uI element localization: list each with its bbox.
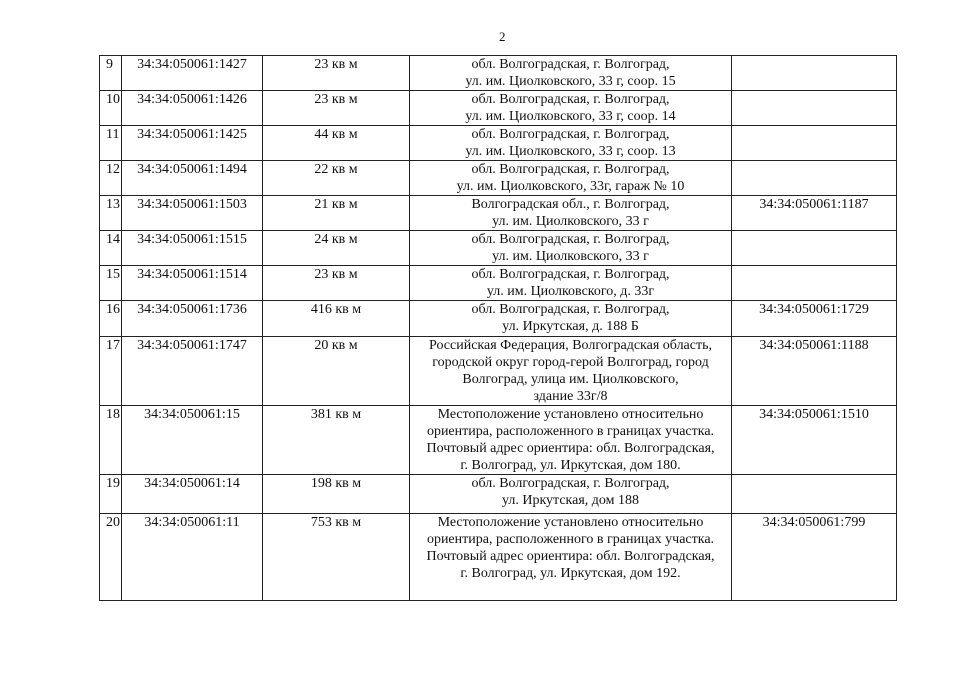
address-line: ул. им. Циолковского, 33 г, соор. 15 [465,74,676,89]
address-cell [410,514,732,601]
area-cell: 23 кв м [263,266,410,301]
address-line: г. Волгоград, ул. Иркутская, дом 180. [460,458,681,473]
address-line: Местоположение установлено относительно [437,515,704,530]
related-cadastral-cell [732,231,897,266]
row-number-cell: 20 [100,514,122,601]
table-row [100,161,897,196]
related-cadastral-cell [732,266,897,301]
address-line: обл. Волгоградская, г. Волгоград, [471,302,670,317]
address-line: обл. Волгоградская, г. Волгоград, [471,162,670,177]
address-line: ул. Иркутская, дом 188 [501,493,640,508]
row-number-cell: 10 [100,91,122,126]
address-line: здание 33г/8 [533,389,608,404]
address-line: обл. Волгоградская, г. Волгоград, [471,476,670,491]
address-line: обл. Волгоградская, г. Волгоград, [471,127,670,142]
row-number-cell: 15 [100,266,122,301]
row-number-cell: 13 [100,196,122,231]
address-line: ул. им. Циолковского, д. 33г [486,284,655,299]
area-cell: 22 кв м [263,161,410,196]
area-cell: 381 кв м [263,406,410,475]
address-line: ориентира, расположенного в границах участка. [426,424,715,439]
area-cell: 21 кв м [263,196,410,231]
cadastral-number-cell: 34:34:050061:1503 [122,196,263,231]
row-number-cell: 12 [100,161,122,196]
address-cell [410,91,732,126]
row-number-cell: 11 [100,126,122,161]
table-row [100,231,897,266]
table-row [100,91,897,126]
address-line: ул. им. Циолковского, 33 г [492,214,649,229]
area-cell: 23 кв м [263,56,410,91]
cadastral-number-cell: 34:34:050061:1736 [122,301,263,337]
row-number-cell: 16 [100,301,122,337]
table-row [100,406,897,475]
table-row [100,337,897,406]
related-cadastral-cell: 34:34:050061:1510 [732,406,897,475]
cadastral-number-cell: 34:34:050061:1426 [122,91,263,126]
area-cell: 44 кв м [263,126,410,161]
table-row [100,266,897,301]
address-line: ул. им. Циолковского, 33 г, соор. 14 [465,109,676,124]
related-cadastral-cell [732,91,897,126]
address-line: Местоположение установлено относительно [437,407,704,422]
row-number-cell: 9 [100,56,122,91]
address-line: ул. им. Циолковского, 33 г, соор. 13 [465,144,676,159]
related-cadastral-cell: 34:34:050061:1729 [732,301,897,337]
address-line: обл. Волгоградская, г. Волгоград, [471,232,670,247]
row-number-cell: 19 [100,475,122,514]
cadastral-number-cell: 34:34:050061:1425 [122,126,263,161]
area-cell: 753 кв м [263,514,410,601]
address-cell [410,126,732,161]
cadastral-number-cell: 34:34:050061:15 [122,406,263,475]
related-cadastral-cell: 34:34:050061:1187 [732,196,897,231]
related-cadastral-cell [732,475,897,514]
address-cell [410,196,732,231]
area-cell: 20 кв м [263,337,410,406]
address-cell [410,161,732,196]
address-line: Почтовый адрес ориентира: обл. Волгоградская, [426,549,715,564]
cadastral-number-cell: 34:34:050061:14 [122,475,263,514]
related-cadastral-cell [732,56,897,91]
address-cell [410,337,732,406]
address-line: Российская Федерация, Волгоградская область, [429,338,712,353]
cadastral-number-cell: 34:34:050061:1747 [122,337,263,406]
address-line: ул. им. Циолковского, 33 г [492,249,649,264]
cadastral-number-cell: 34:34:050061:1494 [122,161,263,196]
address-line: городской округ город-герой Волгоград, город [432,355,709,370]
address-line: Волгоградская обл., г. Волгоград, [471,197,670,212]
cadastral-number-cell: 34:34:050061:1515 [122,231,263,266]
address-line: обл. Волгоградская, г. Волгоград, [471,92,670,107]
table-row [100,126,897,161]
address-line: обл. Волгоградская, г. Волгоград, [471,267,670,282]
table-row [100,56,897,91]
address-cell [410,301,732,337]
address-cell [410,266,732,301]
table-row [100,196,897,231]
area-cell: 198 кв м [263,475,410,514]
address-cell [410,475,732,514]
area-cell: 24 кв м [263,231,410,266]
address-line: Почтовый адрес ориентира: обл. Волгоградская, [426,441,715,456]
address-line: ориентира, расположенного в границах участка. [426,532,715,547]
address-line: Волгоград, улица им. Циолковского, [462,372,679,387]
address-line: ул. им. Циолковского, 33г, гараж № 10 [456,179,685,194]
cadastral-number-cell: 34:34:050061:1514 [122,266,263,301]
parcels-table-body [100,56,897,601]
area-cell: 416 кв м [263,301,410,337]
row-number-cell: 17 [100,337,122,406]
row-number-cell: 18 [100,406,122,475]
table-row [100,301,897,337]
related-cadastral-cell [732,126,897,161]
area-cell: 23 кв м [263,91,410,126]
cadastral-number-cell: 34:34:050061:11 [122,514,263,601]
address-cell [410,56,732,91]
table-row [100,475,897,514]
parcels-table [99,55,897,601]
row-number-cell: 14 [100,231,122,266]
address-line: ул. Иркутская, д. 188 Б [502,319,639,334]
related-cadastral-cell: 34:34:050061:1188 [732,337,897,406]
related-cadastral-cell [732,161,897,196]
address-cell [410,406,732,475]
table-row [100,514,897,601]
address-line: обл. Волгоградская, г. Волгоград, [471,57,670,72]
related-cadastral-cell: 34:34:050061:799 [732,514,897,601]
cadastral-number-cell: 34:34:050061:1427 [122,56,263,91]
address-cell [410,231,732,266]
address-line: г. Волгоград, ул. Иркутская, дом 192. [460,566,681,581]
page-number: 2 [499,29,506,44]
